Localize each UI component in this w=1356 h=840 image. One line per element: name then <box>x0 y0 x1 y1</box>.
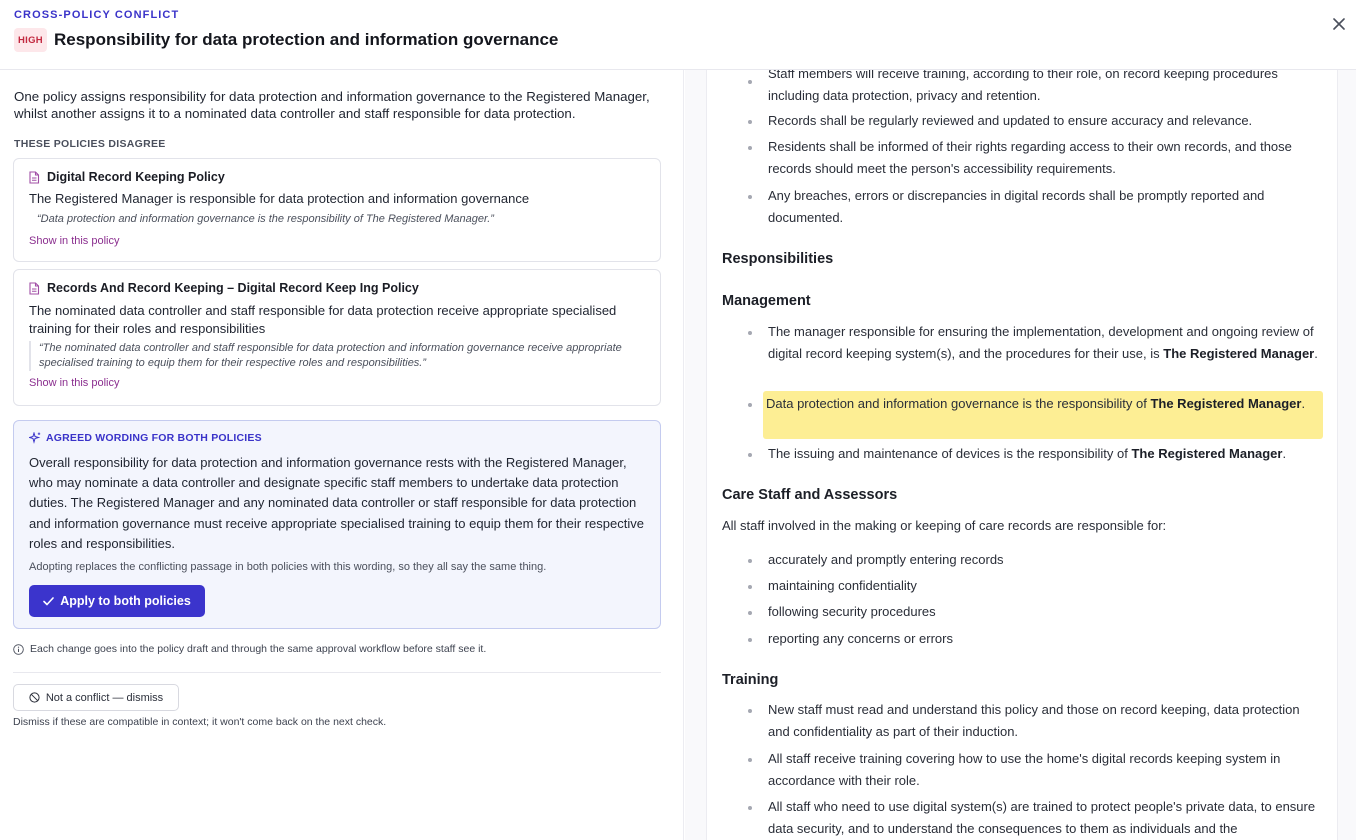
text: . <box>1301 396 1306 411</box>
bullet <box>748 195 752 199</box>
agreed-wording-text: Overall responsibility for data protection and information governance rests with the Registered Manager, who may nominate a data controller and designate specific staff members to undertake data protection duties. The Registered Manager and any nominated data controller or staff responsible for data protection and information governance must receive appropriate specialised training to equip them for their respective roles and responsibilities. <box>29 455 644 551</box>
heading-training: Training <box>722 672 779 688</box>
close-icon <box>1333 18 1345 30</box>
list-item <box>768 321 1324 365</box>
text: The manager responsible for ensuring the implementation, development and ongoing review of digital record keeping system(s), and the procedures for their use, is <box>768 324 1314 361</box>
document-icon <box>28 282 40 295</box>
list-item: Any breaches, errors or discrepancies in digital records shall be promptly reported and documented. <box>768 188 1265 225</box>
bold-text: The Registered Manager <box>1131 446 1283 461</box>
policy-quote: “The nominated data controller and staff responsible for data protection and information governance receive appropriate specialised training to equip them for their respective roles and responsibilities.” <box>29 341 629 371</box>
close-button[interactable] <box>1328 13 1350 35</box>
apply-to-both-button[interactable] <box>29 585 205 617</box>
policy-name: Digital Record Keeping Policy <box>47 170 225 184</box>
bullet <box>748 585 752 589</box>
conflict-details-pane <box>0 70 684 840</box>
workflow-note <box>13 643 486 655</box>
workflow-note-text: Each change goes into the policy draft and through the same approval workflow before staff see it. <box>30 643 487 655</box>
bullet <box>748 758 752 762</box>
policy-name: Records And Record Keeping – Digital Record Keep Ing Policy <box>47 281 419 295</box>
bullet <box>748 611 752 615</box>
agreed-wording-label: AGREED WORDING FOR BOTH POLICIES <box>46 432 262 444</box>
adopting-note: Adopting replaces the conflicting passage in both policies with this wording, so they all say the same thing. <box>29 561 547 573</box>
conflict-summary: One policy assigns responsibility for data protection and information governance to the Registered Manager, whilst another assigns it to a nominated data controller and staff responsible for data protection. <box>14 89 650 121</box>
dismiss-button-label: Not a conflict — dismiss <box>45 691 164 704</box>
list-item: New staff must read and understand this policy and those on record keeping, data protection and confidentiality as part of their induction. <box>768 702 1300 739</box>
text: The issuing and maintenance of devices is the responsibility of <box>768 446 1132 461</box>
list-item: Staff members will receive training, according to their role, on record keeping procedures including data protection, privacy and retention. <box>768 70 1278 103</box>
bullet <box>748 806 752 810</box>
agreed-wording-header <box>29 432 262 444</box>
severity-badge: HIGH <box>14 28 47 52</box>
bold-text: The Registered Manager <box>1150 396 1302 411</box>
dismiss-note: Dismiss if these are compatible in context; it won't come back on the next check. <box>13 716 387 728</box>
show-in-policy-link[interactable]: Show in this policy <box>29 377 120 389</box>
bullet <box>748 120 752 124</box>
list-item: Residents shall be informed of their rights regarding access to their own records, and those records should meet the person's accessibility requirements. <box>768 139 1292 176</box>
text: . <box>1282 446 1287 461</box>
list-item: Records shall be regularly reviewed and updated to ensure accuracy and relevance. <box>768 113 1253 128</box>
conflict-title: Responsibility for data protection and information governance <box>54 30 559 49</box>
list-item: All staff who need to use digital system(s) are trained to protect people's private data, to ensure data security, and to understand the consequences to them as individuals and the <box>768 799 1316 836</box>
policy-card <box>13 269 661 406</box>
policy-card <box>13 158 661 262</box>
apply-button-label: Apply to both policies <box>60 594 191 608</box>
policy-document <box>706 70 1338 840</box>
bullet <box>748 709 752 713</box>
divider <box>13 672 661 673</box>
text: . <box>1314 346 1318 361</box>
list-item: All staff receive training covering how to use the home's digital records keeping system in accordance with their role. <box>768 751 1281 788</box>
section-label-disagree: THESE POLICIES DISAGREE <box>14 138 166 150</box>
info-icon <box>13 644 24 655</box>
document-icon <box>28 171 40 184</box>
conflict-type-label: CROSS-POLICY CONFLICT <box>14 9 180 21</box>
agreed-wording-panel <box>13 420 661 629</box>
bullet <box>748 638 752 642</box>
care-intro: All staff involved in the making or keeping of care records are responsible for: <box>722 518 1167 533</box>
bullet <box>748 559 752 563</box>
heading-responsibilities: Responsibilities <box>722 251 834 267</box>
text: Data protection and information governance is the responsibility of <box>766 396 1151 411</box>
sparkle-icon <box>29 432 41 444</box>
policy-quote: “Data protection and information governance is the responsibility of The Registered Manager.” <box>37 213 494 225</box>
bold-text: The Registered Manager <box>1163 346 1315 361</box>
show-in-policy-link[interactable]: Show in this policy <box>29 235 120 247</box>
bullet <box>748 80 752 84</box>
policy-statement: The Registered Manager is responsible for data protection and information governance <box>29 191 530 206</box>
bullet <box>748 453 752 457</box>
policy-statement: The nominated data controller and staff responsible for data protection receive appropriate specialised training for their roles and responsibilities <box>29 303 617 336</box>
list-item: following security procedures <box>768 604 936 619</box>
bullet <box>748 146 752 150</box>
bullet <box>748 403 752 407</box>
list-item <box>768 443 1324 465</box>
highlighted-list-item <box>766 393 1322 415</box>
heading-management: Management <box>722 293 811 309</box>
dialog-header <box>0 0 1356 70</box>
dismiss-conflict-button[interactable] <box>13 684 179 711</box>
policy-card-header <box>28 281 419 295</box>
check-icon <box>43 597 54 606</box>
policy-card-header <box>28 170 225 184</box>
list-item: reporting any concerns or errors <box>768 631 953 646</box>
list-item: maintaining confidentiality <box>768 578 917 593</box>
heading-care-staff: Care Staff and Assessors <box>722 487 898 503</box>
bullet <box>748 331 752 335</box>
list-item: accurately and promptly entering records <box>768 552 1004 567</box>
prohibited-icon <box>29 692 40 703</box>
